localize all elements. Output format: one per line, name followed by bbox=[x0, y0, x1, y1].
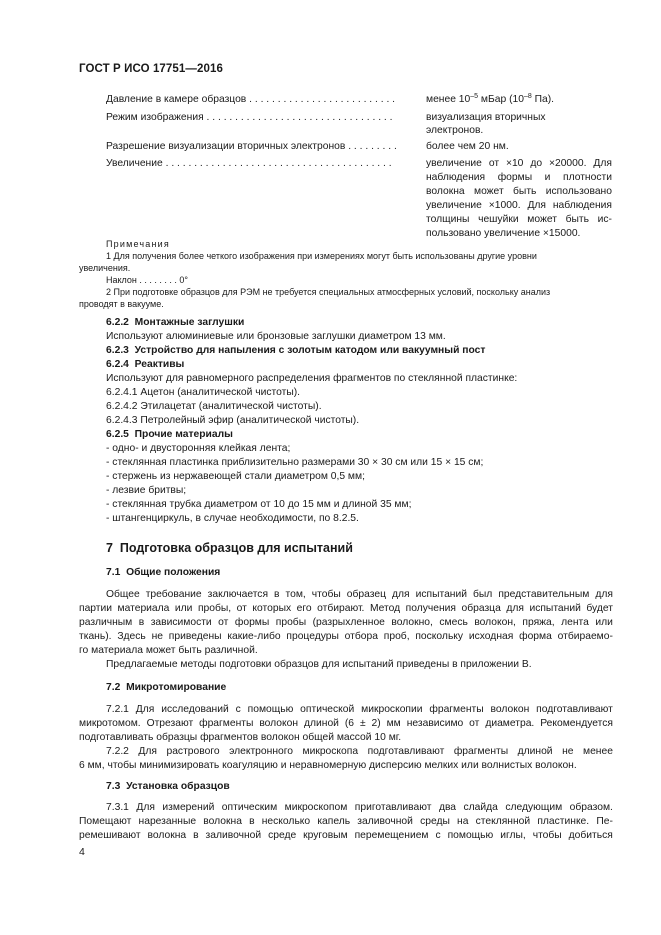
paragraph-line: го материала может быть различной. bbox=[79, 645, 258, 656]
condition-value: толщины чешуйки может быть ис- bbox=[426, 214, 612, 225]
condition-value: увеличение ×1000. Для наблюдения bbox=[426, 200, 612, 211]
paragraph-line: ткань). Здесь не приведены какие-либо процедуры отбора проб, поскольку исходная форма отбираемо- bbox=[79, 631, 613, 642]
condition-label: Давление в камере образцов bbox=[106, 94, 247, 105]
condition-value: электронов. bbox=[426, 125, 484, 136]
section-heading: 6.2.4 Реактивы bbox=[106, 359, 185, 370]
page-number: 4 bbox=[79, 846, 85, 858]
paragraph-line: ремешивают волокна в заливочной среде круговым перемещением с помощью иглы, чтобы добиться bbox=[79, 830, 613, 841]
paragraph-line: Помещают нарезанные волокна в несколько капель заливочной среды на стеклянной пластинке. Пе- bbox=[79, 816, 613, 827]
paragraph-line: 7.2.2 Для растрового электронного микроскопа подготавливают фрагменты длиной не менее bbox=[106, 746, 613, 757]
note-1-cont: увеличения. bbox=[79, 263, 131, 273]
condition-label: Увеличение bbox=[106, 158, 163, 169]
paragraph-line: 7.3.1 Для измерений оптическим микроскопом приготавливают два слайда следующим образом. bbox=[106, 802, 613, 813]
condition-label: Режим изображения bbox=[106, 112, 204, 123]
list-item: - стеклянная трубка диаметром от 10 до 15 мм и длиной 35 мм; bbox=[106, 499, 412, 510]
list-item: - одно- и двусторонняя клейкая лента; bbox=[106, 443, 291, 454]
document-header: ГОСТ Р ИСО 17751—2016 bbox=[79, 63, 224, 75]
condition-value: увеличение от ×10 до ×20000. Для bbox=[426, 158, 612, 169]
leader-dots: . . . . . . . . . . . . . . . . . . . . . . . . . . . . . . . . . bbox=[206, 112, 393, 123]
chapter-heading: 7 Подготовка образцов для испытаний bbox=[106, 541, 353, 555]
list-item: - лезвие бритвы; bbox=[106, 485, 187, 496]
section-heading: 6.2.3 Устройство для напыления с золотым катодом или вакуумный пост bbox=[106, 345, 486, 356]
leader-dots: . . . . . . . . . . . . . . . . . . . . . . . . . . bbox=[249, 94, 396, 105]
section-heading: 7.3 Установка образцов bbox=[106, 781, 230, 792]
notes-title: Примечания bbox=[106, 239, 170, 249]
paragraph: Используют для равномерного распределения фрагментов по стеклянной пластинке: bbox=[106, 373, 518, 384]
paragraph-line: партии материала или пробы, от которых его отбирают. Метод получения образца для испытаний будет bbox=[79, 603, 613, 614]
list-item: 6.2.4.3 Петролейный эфир (аналитической чистоты). bbox=[106, 415, 360, 426]
list-item: 6.2.4.2 Этилацетат (аналитической чистоты). bbox=[106, 401, 322, 412]
condition-row bbox=[106, 111, 423, 124]
condition-row bbox=[106, 140, 423, 153]
list-item: 6.2.4.1 Ацетон (аналитической чистоты). bbox=[106, 387, 301, 398]
condition-value: более чем 20 нм. bbox=[426, 141, 509, 152]
condition-value: визуализация вторичных bbox=[426, 112, 546, 123]
note-2: 2 При подготовке образцов для РЭМ не требуется специальных атмосферных условий, поскольку анализ bbox=[106, 287, 551, 297]
paragraph-line: 7.2.1 Для исследований с помощью оптической микроскопии фрагменты волокон подготавливают bbox=[106, 704, 613, 715]
condition-row bbox=[106, 157, 423, 170]
condition-value: наблюдения формы и плотности bbox=[426, 172, 612, 183]
condition-value: пользовано увеличение ×15000. bbox=[426, 228, 581, 239]
paragraph-line: подготавливать образцы фрагментов волокон общей массой 10 мг. bbox=[79, 732, 402, 743]
paragraph-line: Общее требование заключается в том, чтобы образец для испытаний был представительным для bbox=[106, 589, 613, 600]
paragraph: Используют алюминиевые или бронзовые заглушки диаметром 13 мм. bbox=[106, 331, 446, 342]
paragraph-line: 6 мм, чтобы минимизировать коагуляцию и неравномерную дисперсию мелких или волнистых волокон. bbox=[79, 760, 577, 771]
condition-value: менее $10^{-5}$ мБар ($10^{-8}$ Па). bbox=[426, 93, 555, 105]
leader-dots: . . . . . . . . . . . . . . . . . . . . . . . . . . . . . . . . . . . . . . . . bbox=[165, 158, 392, 169]
section-heading: 7.1 Общие положения bbox=[106, 567, 221, 578]
list-item: - стеклянная пластинка приблизительно размерами 30 × 30 см или 15 × 15 см; bbox=[106, 457, 484, 468]
paragraph-line: микротомом. Отрезают фрагменты волокон длиной (6 ± 2) мм независимо от диаметра. Рекомендуется bbox=[79, 718, 613, 729]
note-1: 1 Для получения более четкого изображения при измерениях могут быть использованы другие уровни bbox=[106, 251, 537, 261]
leader-dots: . . . . . . . . . bbox=[348, 141, 397, 152]
paragraph-line: различным в зависимости от формы пробы (разрыхленное волокно, смесь волокон, пряжа, лента или bbox=[79, 617, 613, 628]
condition-row bbox=[106, 93, 423, 106]
condition-label: Разрешение визуализации вторичных электронов bbox=[106, 141, 346, 152]
section-heading: 6.2.5 Прочие материалы bbox=[106, 429, 233, 440]
list-item: - стержень из нержавеющей стали диаметром 0,5 мм; bbox=[106, 471, 365, 482]
section-heading: 7.2 Микротомирование bbox=[106, 682, 227, 693]
paragraph-line: Предлагаемые методы подготовки образцов для испытаний приведены в приложении В. bbox=[106, 659, 532, 670]
note-2-cont: проводят в вакууме. bbox=[79, 299, 164, 309]
section-heading: 6.2.2 Монтажные заглушки bbox=[106, 317, 245, 328]
note-tilt: Наклон . . . . . . . . 0° bbox=[106, 275, 188, 285]
condition-value: волокна может быть использовано bbox=[426, 186, 612, 197]
list-item: - штангенциркуль, в случае необходимости, по 8.2.5. bbox=[106, 513, 359, 524]
